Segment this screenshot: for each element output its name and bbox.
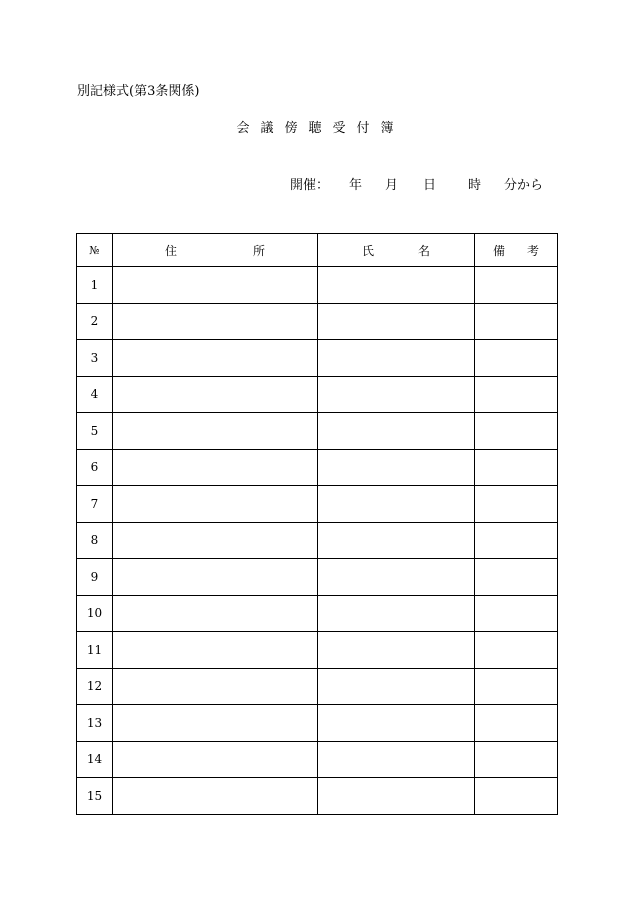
page-title: 会議傍聴受付簿 [236, 121, 405, 136]
day-label: 日 [423, 178, 437, 193]
header-no-label: № [89, 244, 100, 257]
name-cell[interactable] [318, 741, 475, 778]
remarks-cell[interactable] [475, 303, 558, 340]
header-address-label: 住所 [164, 243, 341, 258]
name-cell[interactable] [318, 449, 475, 486]
address-cell[interactable] [113, 705, 318, 742]
name-cell[interactable] [318, 778, 475, 815]
name-cell[interactable] [318, 559, 475, 596]
row-number: 6 [77, 449, 113, 486]
name-cell[interactable] [318, 303, 475, 340]
remarks-cell[interactable] [475, 668, 558, 705]
address-cell[interactable] [113, 595, 318, 632]
address-cell[interactable] [113, 303, 318, 340]
date-prefix-label: 開催： [290, 178, 330, 193]
header-name-label: 氏名 [361, 243, 474, 258]
address-cell[interactable] [113, 267, 318, 304]
remarks-cell[interactable] [475, 376, 558, 413]
table-row [77, 376, 558, 413]
header-remarks [475, 234, 561, 267]
year-label: 年 [349, 178, 363, 193]
table-row [77, 559, 558, 596]
table-row [77, 522, 558, 559]
row-number: 13 [77, 705, 113, 742]
address-cell[interactable] [113, 668, 318, 705]
month-label: 月 [385, 178, 399, 193]
row-number: 9 [77, 559, 113, 596]
remarks-cell[interactable] [475, 449, 558, 486]
row-number: 10 [77, 595, 113, 632]
table-row [77, 632, 558, 669]
table-row [77, 705, 558, 742]
table-row [77, 267, 558, 304]
row-number: 1 [77, 267, 113, 304]
row-number: 3 [77, 340, 113, 377]
table-row [77, 778, 558, 815]
row-number: 12 [77, 668, 113, 705]
table-row [77, 449, 558, 486]
table-row [77, 668, 558, 705]
table-row [77, 741, 558, 778]
name-cell[interactable] [318, 413, 475, 450]
table-row [77, 413, 558, 450]
address-cell[interactable] [113, 522, 318, 559]
row-number: 4 [77, 376, 113, 413]
row-number: 2 [77, 303, 113, 340]
remarks-cell[interactable] [475, 486, 558, 523]
remarks-cell[interactable] [475, 632, 558, 669]
address-cell[interactable] [113, 778, 318, 815]
row-number: 15 [77, 778, 113, 815]
header-address [113, 234, 341, 267]
address-cell[interactable] [113, 449, 318, 486]
name-cell[interactable] [318, 705, 475, 742]
remarks-cell[interactable] [475, 778, 558, 815]
address-cell[interactable] [113, 632, 318, 669]
address-cell[interactable] [113, 486, 318, 523]
remarks-cell[interactable] [475, 340, 558, 377]
remarks-cell[interactable] [475, 595, 558, 632]
remarks-cell[interactable] [475, 413, 558, 450]
form-number-label: 別記様式(第3条関係) [77, 84, 200, 99]
name-cell[interactable] [318, 376, 475, 413]
header-no [77, 234, 113, 267]
minute-from-label: 分から [504, 178, 544, 193]
remarks-cell[interactable] [475, 559, 558, 596]
name-cell[interactable] [318, 267, 475, 304]
row-number: 14 [77, 741, 113, 778]
table-row [77, 303, 558, 340]
name-cell[interactable] [318, 668, 475, 705]
name-cell[interactable] [318, 632, 475, 669]
row-number: 11 [77, 632, 113, 669]
name-cell[interactable] [318, 486, 475, 523]
row-number: 8 [77, 522, 113, 559]
table-row [77, 595, 558, 632]
remarks-cell[interactable] [475, 741, 558, 778]
remarks-cell[interactable] [475, 522, 558, 559]
address-cell[interactable] [113, 413, 318, 450]
hour-label: 時 [468, 178, 482, 193]
address-cell[interactable] [113, 559, 318, 596]
header-name [318, 234, 475, 267]
remarks-cell[interactable] [475, 267, 558, 304]
table-header-row [77, 234, 558, 267]
name-cell[interactable] [318, 595, 475, 632]
row-number: 7 [77, 486, 113, 523]
address-cell[interactable] [113, 741, 318, 778]
name-cell[interactable] [318, 340, 475, 377]
address-cell[interactable] [113, 376, 318, 413]
attendance-register-table [76, 233, 561, 815]
table-row [77, 486, 558, 523]
table-row [77, 340, 558, 377]
address-cell[interactable] [113, 340, 318, 377]
row-number: 5 [77, 413, 113, 450]
name-cell[interactable] [318, 522, 475, 559]
header-remarks-label: 備考 [492, 243, 561, 258]
remarks-cell[interactable] [475, 705, 558, 742]
